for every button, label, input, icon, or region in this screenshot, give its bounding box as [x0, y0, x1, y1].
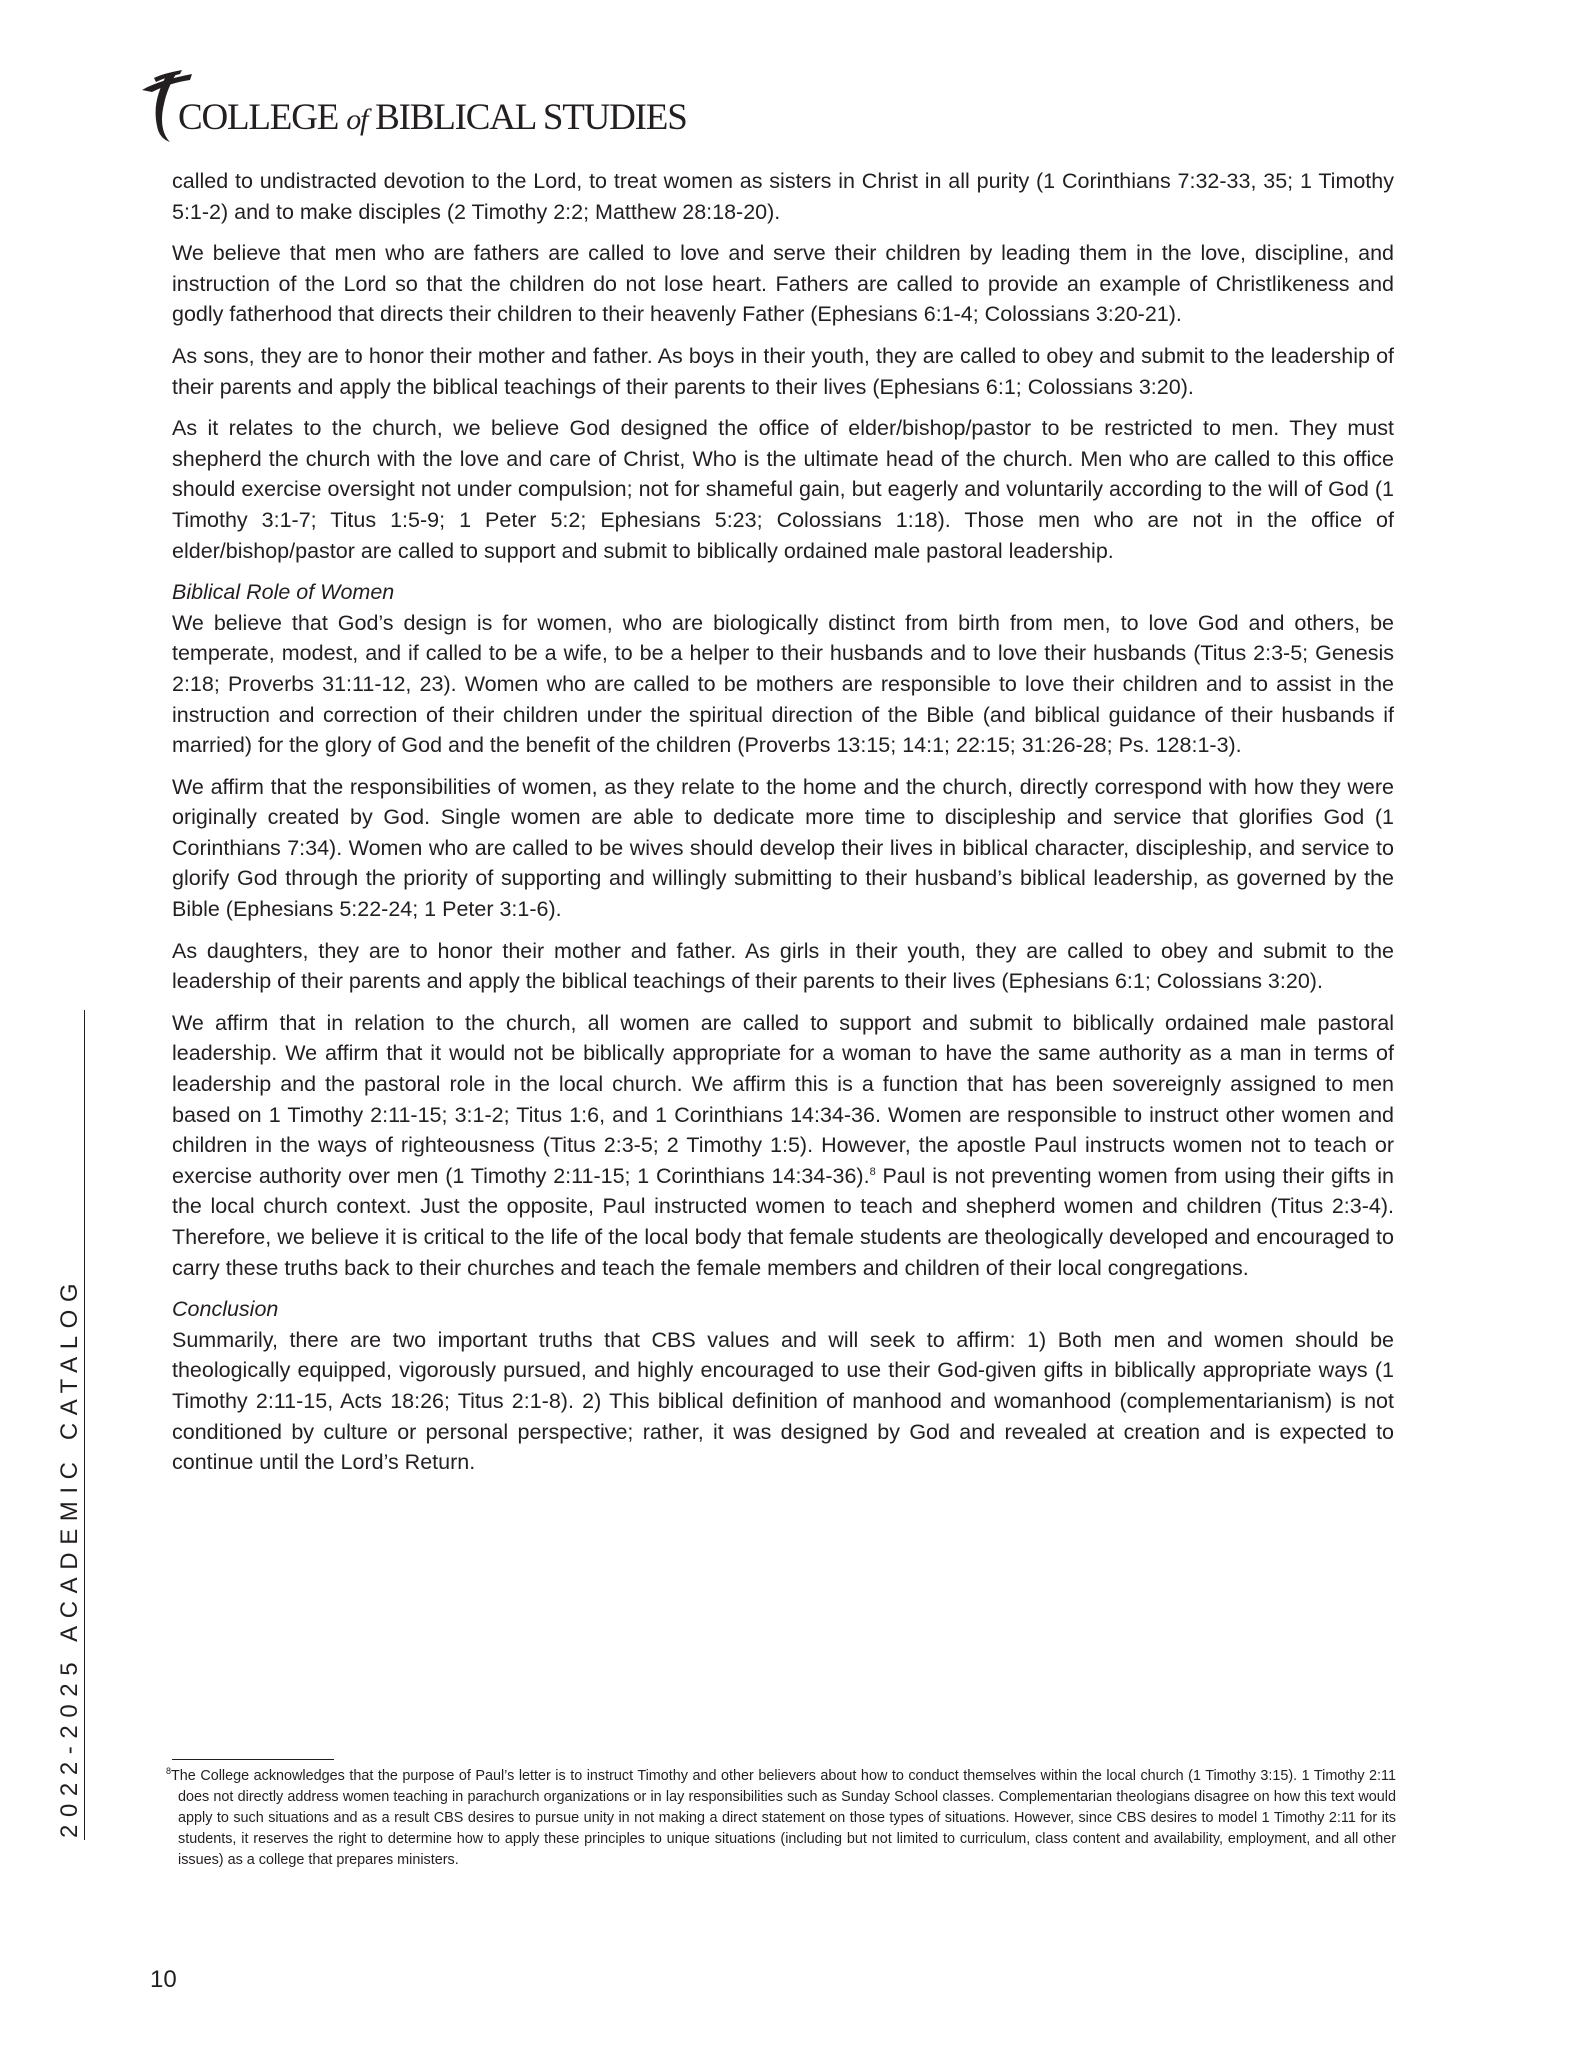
footnote-body	[166, 1766, 1396, 1871]
logo-prefix: COLLEGE	[178, 97, 347, 138]
footnote	[166, 1766, 1396, 1871]
footnote-reference[interactable]: 8	[869, 1165, 876, 1178]
sidebar-catalog-label: 2022-2025 ACADEMIC CATALOG	[56, 1275, 83, 1838]
paragraph: Summarily, there are two important truths that CBS values and will seek to affirm: 1) Both men and women should be theologically equipped, vigorously pursued, and highly encouraged to use their God-given gifts in biblically appropriate ways (1 Timothy 2:11-15, Acts 18:26; Titus 2:1-8). 2) This biblical definition of manhood and womanhood (complementarianism) is not conditioned by culture or personal perspective; rather, it was designed by God and revealed at creation and is expected to continue until the Lord’s Return.	[172, 1327, 1394, 1475]
paragraph-part: Paul is not preventing women from using their gifts in the local church context. Just the opposite, Paul instructed women to teach and shepherd women and children (Titus 2:3-4). Therefore, we believe it is critical to the life of the local body that female students are theologically developed and encouraged to carry these truths back to their churches and teach the female members and children of their local congregations.	[172, 1163, 1394, 1280]
paragraph: As sons, they are to honor their mother and father. As boys in their youth, they are called to obey and submit to the leadership of their parents and apply the biblical teachings of their parents to their lives (Ephesians 6:1; Colossians 3:20).	[172, 343, 1394, 399]
body-content	[172, 166, 1394, 1489]
paragraph: We affirm that the responsibilities of women, as they relate to the home and the church, directly correspond with how they were originally created by God. Single women are able to dedicate more time to discipleship and service that glorifies God (1 Corinthians 7:34). Women who are called to be wives should develop their lives in biblical character, discipleship, and service to glorify God through the priority of supporting and willingly submitting to their husband’s biblical leadership, as governed by the Bible (Ephesians 5:22-24; 1 Peter 3:1-6).	[172, 774, 1394, 922]
logo-of: of	[346, 103, 368, 136]
footnote-divider	[172, 1759, 334, 1760]
paragraph: called to undistracted devotion to the Lord, to treat women as sisters in Christ in all purity (1 Corinthians 7:32-33, 35; 1 Timothy 5:1-2) and to make disciples (2 Timothy 2:2; Matthew 28:18-20).	[172, 169, 1394, 224]
paragraph	[172, 1008, 1394, 1283]
paragraph-part: We affirm that in relation to the church, all women are called to support and submit to biblically ordained male pastoral leadership. We affirm that it would not be biblically appropriate for a woman to have the same authority as a man in terms of leadership and the pastoral role in the local church. We affirm this is a function that has been sovereignly assigned to men based on 1 Timothy 2:11-15; 3:1-2; Titus 1:6, and 1 Corinthians 14:34-36. Women are responsible to instruct other women and children in the ways of righteousness (Titus 2:3-5; 2 Timothy 1:5). However, the apostle Paul instructs women not to teach or exercise authority over men (1 Timothy 2:11-15; 1 Corinthians 14:34-36).	[172, 1010, 1394, 1188]
logo-suffix: BIBLICAL STUDIES	[367, 97, 687, 138]
logo-wordmark	[178, 96, 687, 139]
section-heading-women: Biblical Role of Women	[172, 580, 395, 605]
section-heading-conclusion: Conclusion	[172, 1297, 279, 1322]
footnote-marker: 8	[166, 1766, 172, 1777]
footnote-text: The College acknowledges that the purpose of Paul’s letter is to instruct Timothy and other believers about how to conduct themselves within the local church (1 Timothy 3:15). 1 Timothy 2:11 does not directly address women teaching in parachurch organizations or in lay responsibilities such as Sunday School classes. Complementarian theologians disagree on how this text would apply to such situations and as a result CBS desires to pursue unity in not making a direct statement on those types of situations. However, since CBS desires to model 1 Timothy 2:11 for its students, it reserves the right to determine how to apply these principles to unique situations (including but not limited to curriculum, class content and availability, employment, and all other issues) as a college that prepares ministers.	[171, 1768, 1396, 1868]
page-number: 10	[150, 1966, 177, 1993]
paragraph: We believe that men who are fathers are called to love and serve their children by leading them in the love, discipline, and instruction of the Lord so that the children do not lose heart. Fathers are called to provide an example of Christlikeness and godly fatherhood that directs their children to their heavenly Father (Ephesians 6:1-4; Colossians 3:20-21).	[172, 241, 1394, 327]
paragraph: As daughters, they are to honor their mother and father. As girls in their youth, they are called to obey and submit to the leadership of their parents and apply the biblical teachings of their parents to their lives (Ephesians 6:1; Colossians 3:20).	[172, 938, 1394, 994]
college-logo	[136, 68, 696, 148]
paragraph: As it relates to the church, we believe God designed the office of elder/bishop/pastor to be restricted to men. They must shepherd the church with the love and care of Christ, Who is the ultimate head of the church. Men who are called to this office should exercise oversight not under compulsion; not for shameful gain, but eagerly and voluntarily according to the will of God (1 Timothy 3:1-7; Titus 1:5-9; 1 Peter 5:2; Ephesians 5:23; Colossians 1:18). Those men who are not in the office of elder/bishop/pastor are called to support and submit to biblically ordained male pastoral leadership.	[172, 416, 1394, 563]
sidebar-rule	[84, 1010, 85, 1840]
paragraph: We believe that God’s design is for women, who are biologically distinct from birth from men, to love God and others, be temperate, modest, and if called to be a wife, to be a helper to their husbands and to love their husbands (Titus 2:3-5; Genesis 2:18; Proverbs 31:11-12, 23). Women who are called to be mothers are responsible to love their children and to assist in the instruction and correction of their children under the spiritual direction of the Bible (and biblical guidance of their husbands if married) for the glory of God and the benefit of the children (Proverbs 13:15; 14:1; 22:15; 31:26-28; Ps. 128:1-3).	[172, 610, 1394, 758]
